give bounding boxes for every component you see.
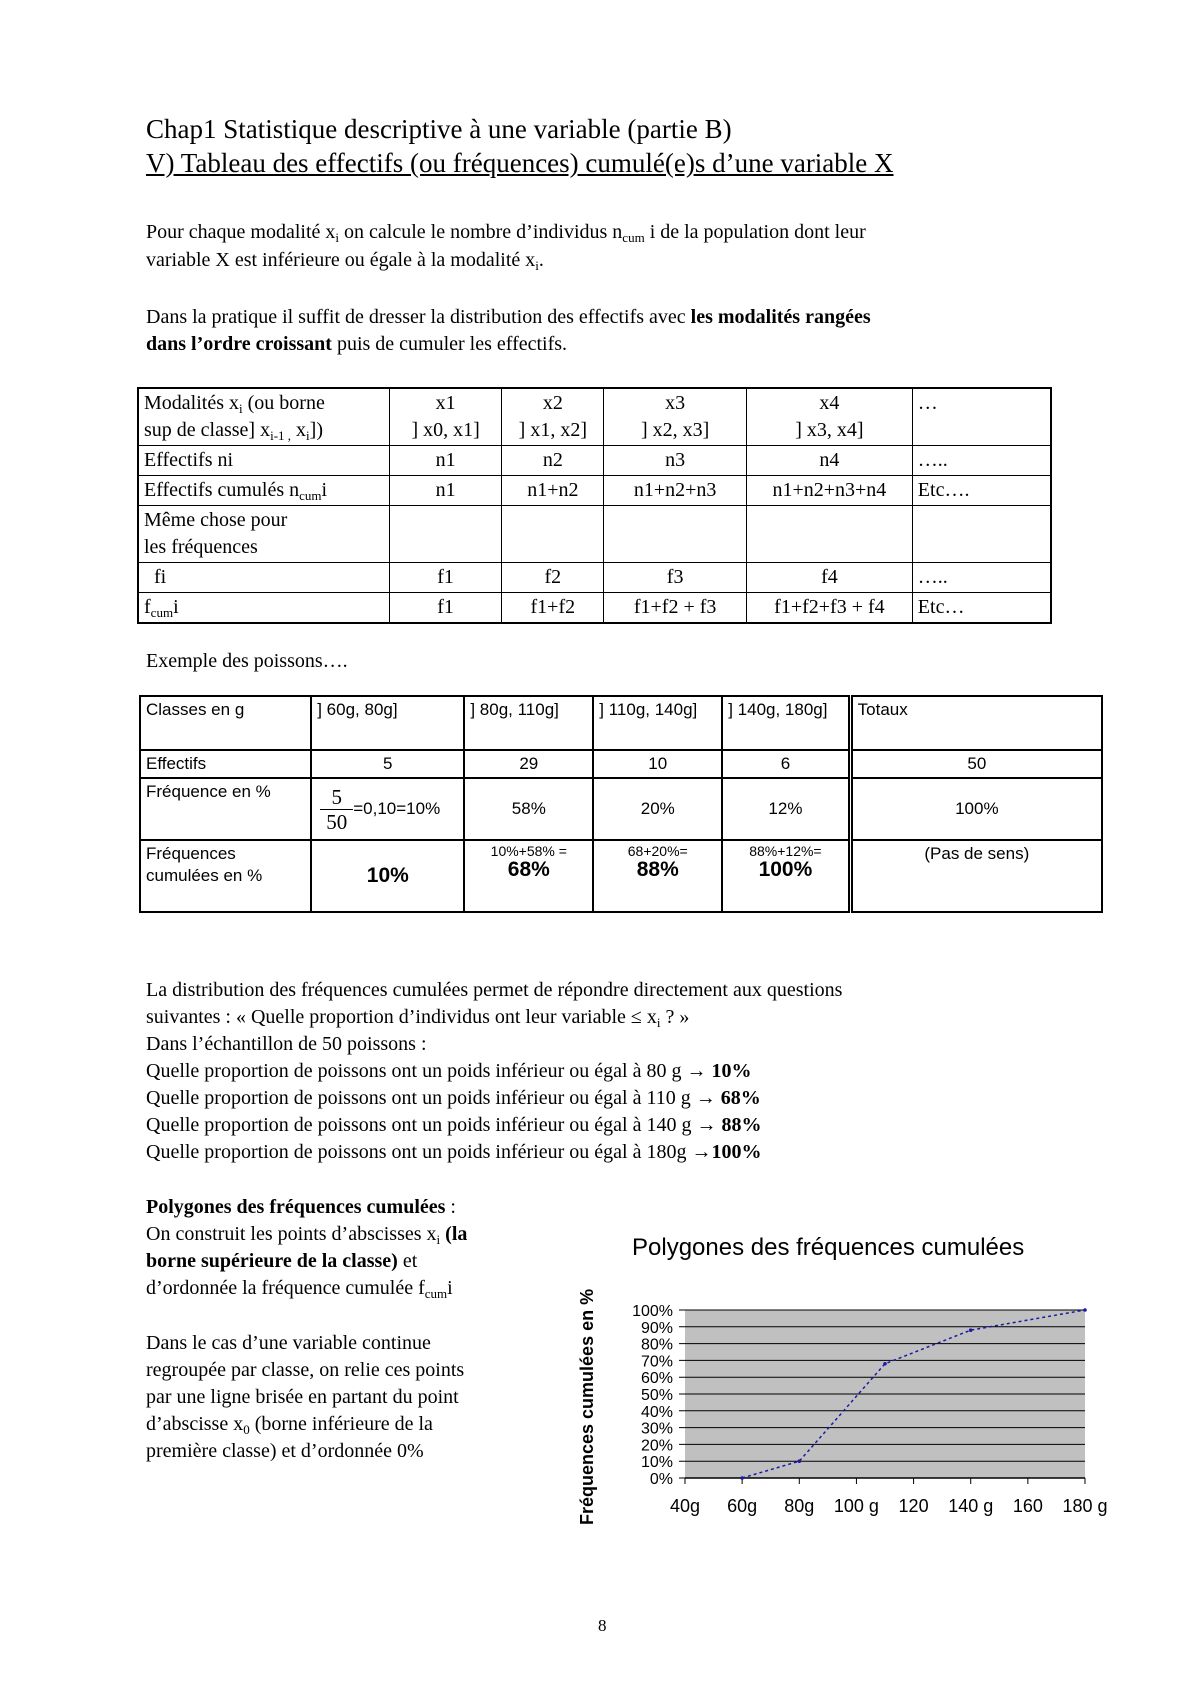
table-cell: f1: [389, 593, 502, 624]
section-title: V) Tableau des effectifs (ou fréquences) cumulé(e)s d’une variable X: [146, 148, 894, 178]
table-cell: 10%: [311, 840, 464, 912]
y-tick-label: 80%: [640, 1336, 673, 1354]
table-cell: 100%: [850, 778, 1102, 840]
polygon-para-line: regroupée par classe, on relie ces points: [146, 1359, 465, 1381]
table-row: [138, 563, 1051, 593]
intro-line-1: Pour chaque modalité $x_i$ on calcule le nombre d’individus $n_{cum}$ i de la population dont leur: [146, 221, 866, 245]
questions-line-2: suivantes : « Quelle proportion d’individus ont leur variable ≤ $x_i$ ? »: [146, 1006, 690, 1030]
table-cell: [604, 506, 747, 563]
table-cell: f4: [747, 563, 913, 593]
question-item: Quelle proportion de poissons ont un poids inférieur ou égal à 80 g → 10%: [146, 1060, 752, 1082]
page-number: 8: [598, 1616, 607, 1635]
table-cell: [389, 506, 502, 563]
table-cell: (Pas de sens): [850, 840, 1102, 912]
fraction-cell: $\frac{5}{50}$ =0,10=10%: [311, 778, 464, 840]
polygon-line-1: On construit les points d’abscisses $x_i$ (la: [146, 1223, 468, 1247]
x-tick-label: 160: [1012, 1496, 1043, 1516]
table-row: [140, 750, 1102, 778]
y-tick-label: 60%: [640, 1370, 673, 1388]
cumulative-frequency-chart: [570, 1220, 1130, 1540]
row-label-effectifs: Effectifs: [140, 750, 311, 778]
intro-line-4: dans l’ordre croissant puis de cumuler les effectifs.: [146, 333, 568, 355]
y-tick-label: 70%: [640, 1353, 673, 1371]
table-cell: 10%+58% = 68%: [464, 840, 593, 912]
table-cell: n1: [389, 446, 502, 476]
table-cell: f2: [502, 563, 604, 593]
table-cell: 20%: [593, 778, 722, 840]
y-axis-ticks: [632, 1303, 673, 1488]
x-tick-label: 40g: [669, 1496, 701, 1516]
table-cell: f1+f2+f3 + f4: [747, 593, 913, 624]
polygon-line-2: borne supérieure de la classe) et: [146, 1250, 418, 1272]
x-tick-label: 80g: [784, 1496, 815, 1516]
table-row: [138, 476, 1051, 506]
x-tick-label: 140 g: [948, 1496, 994, 1516]
table-cell: n3: [604, 446, 747, 476]
polygon-heading: Polygones des fréquences cumulées :: [146, 1196, 456, 1218]
row-label-fi: fi: [138, 563, 389, 593]
table-cell: 29: [464, 750, 593, 778]
table-cell: f1+f2: [502, 593, 604, 624]
table-header-cell: ] 140g, 180g]: [722, 696, 850, 750]
x-tick-label: 120: [898, 1496, 929, 1516]
table-header-cell: Totaux: [850, 696, 1102, 750]
intro-line-3: Dans la pratique il suffit de dresser la distribution des effectifs avec les modalités rangées: [146, 306, 871, 328]
table-cell: Etc…: [912, 593, 1051, 624]
table-cell: 12%: [722, 778, 850, 840]
table-cell: n1+n2+n3+n4: [747, 476, 913, 506]
fish-table: [139, 695, 1103, 913]
row-label-effectifs: Effectifs ni: [138, 446, 389, 476]
x-tick-label: 100 g: [833, 1496, 879, 1516]
y-tick-label: 50%: [640, 1387, 673, 1404]
table-cell: 5: [311, 750, 464, 778]
table-header-cell: ] 110g, 140g]: [593, 696, 722, 750]
table-cell: f1: [389, 563, 502, 593]
table-cell: …..: [912, 563, 1051, 593]
chart-ylabel: Fréquences cumulées en %: [577, 1288, 597, 1525]
page-title: Chap1 Statistique descriptive à une variable (partie B): [146, 114, 732, 144]
table-cell: …: [912, 388, 1051, 446]
x-tick-label: 180 g: [1062, 1496, 1108, 1516]
y-tick-label: 10%: [640, 1454, 673, 1472]
table-cell: f3: [604, 563, 747, 593]
table-cell: x4 ] x3, x4]: [747, 388, 913, 446]
table-row: [140, 840, 1102, 912]
x-tick-label: 60g: [727, 1496, 758, 1516]
table-cell: n2: [502, 446, 604, 476]
row-label-cumul: Fréquences cumulées en %: [140, 840, 311, 912]
questions-line-3: Dans l’échantillon de 50 poissons :: [146, 1033, 427, 1055]
table-cell: n4: [747, 446, 913, 476]
general-table: [137, 387, 1052, 624]
table-cell: [912, 506, 1051, 563]
row-label-frequences: Même chose pour les fréquences: [138, 506, 389, 563]
polygon-para-line: Dans le cas d’une variable continue: [146, 1332, 431, 1354]
table-row: [138, 446, 1051, 476]
y-tick-label: 100%: [632, 1303, 673, 1320]
table-row: [140, 696, 1102, 750]
table-cell: n1+n2: [502, 476, 604, 506]
questions-line-1: La distribution des fréquences cumulées permet de répondre directement aux questions: [146, 979, 843, 1001]
data-point: [969, 1328, 973, 1332]
table-row: [138, 506, 1051, 563]
y-tick-label: 30%: [640, 1420, 673, 1438]
row-label-frequence: Fréquence en %: [140, 778, 311, 840]
table-header-cell: ] 80g, 110g]: [464, 696, 593, 750]
chart-title: Polygones des fréquences cumulées: [632, 1234, 1025, 1261]
table-cell: 6: [722, 750, 850, 778]
polygon-para-line: première classe) et d’ordonnée 0%: [146, 1440, 424, 1462]
question-item: Quelle proportion de poissons ont un poids inférieur ou égal à 110 g → 68%: [146, 1087, 761, 1109]
table-cell: 10: [593, 750, 722, 778]
y-tick-label: 20%: [640, 1437, 673, 1455]
question-item: Quelle proportion de poissons ont un poids inférieur ou égal à 140 g → 88%: [146, 1114, 762, 1136]
table-row: [138, 593, 1051, 624]
table-header-cell: ] 60g, 80g]: [311, 696, 464, 750]
intro-line-2: variable X est inférieure ou égale à la modalité $x_i$.: [146, 249, 544, 273]
table-row: [140, 778, 1102, 840]
table-cell: 50: [850, 750, 1102, 778]
table-cell: f1+f2 + f3: [604, 593, 747, 624]
y-tick-label: 40%: [640, 1403, 673, 1421]
fraction: $\frac{5}{50}$: [320, 785, 353, 834]
data-point: [1083, 1308, 1087, 1312]
table-cell: x2 ] x1, x2]: [502, 388, 604, 446]
table-cell: 68+20%= 88%: [593, 840, 722, 912]
table-row: [138, 388, 1051, 446]
table-cell: n1+n2+n3: [604, 476, 747, 506]
data-point: [740, 1476, 744, 1480]
y-tick-label: 90%: [640, 1319, 673, 1337]
row-label-effectifs-cumules: Effectifs cumulés $n_{cum}i$: [138, 476, 389, 506]
table-cell: n1: [389, 476, 502, 506]
table-cell: 88%+12%= 100%: [722, 840, 850, 912]
table-cell: [747, 506, 913, 563]
row-label-fcum: $f_{cum}i$: [138, 593, 389, 624]
data-point: [797, 1459, 801, 1463]
table-cell: x3 ] x2, x3]: [604, 388, 747, 446]
question-item: Quelle proportion de poissons ont un poids inférieur ou égal à 180g →100%: [146, 1141, 762, 1163]
x-axis-ticks: [670, 1478, 1108, 1516]
table-cell: x1 ] x0, x1]: [389, 388, 502, 446]
y-tick-label: 0%: [649, 1471, 673, 1488]
table-cell: …..: [912, 446, 1051, 476]
table-cell: [502, 506, 604, 563]
table-cell: Etc….: [912, 476, 1051, 506]
polygon-line-3: d’ordonnée la fréquence cumulée $f_{cum}i$: [146, 1277, 453, 1301]
data-point: [883, 1362, 887, 1366]
row-label-modalites: Modalités $x_i$ (ou borne sup de classe] $x_{i-1 ,}$ $x_i$]): [138, 388, 389, 446]
example-label: Exemple des poissons….: [146, 650, 348, 672]
table-cell: 58%: [464, 778, 593, 840]
table-header-cell: Classes en g: [140, 696, 311, 750]
polygon-para-line: d’abscisse $x_0$ (borne inférieure de la: [146, 1413, 433, 1437]
polygon-para-line: par une ligne brisée en partant du point: [146, 1386, 459, 1408]
